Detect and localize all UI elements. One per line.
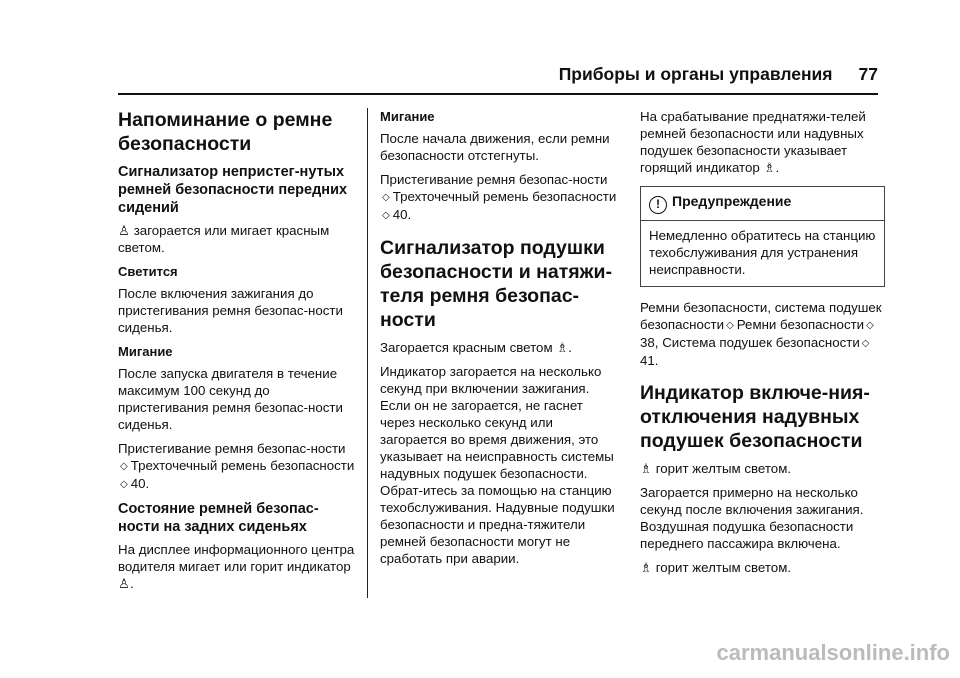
front-indicator-text: ♙ загорается или мигает красным светом.	[118, 223, 330, 255]
reference-link[interactable]: Ремни безопасности	[736, 317, 865, 332]
lit-text: После включения зажигания до пристегивания ремня безопас-ности сиденья.	[118, 286, 343, 335]
airbag-paragraph: Индикатор загорается на несколько секунд при включении зажигания. Если он не загорается, не гаснет через несколько секунд или загорается во время движения, это указывает на неисправность системы надувных подушек безопасности. Обрат-итесь за помощью на станцию техобслуживания. Надувные подушки безопасности и предна-тяжители ремней безопасности могут не сработать при аварии.	[380, 364, 615, 566]
column-1	[118, 108, 358, 599]
warning-box	[640, 186, 885, 287]
rear-text: На дисплее информационного центра водителя мигает или горит индикатор ♙.	[118, 542, 355, 591]
heading-seatbelt-reminder: Напоминание о ремне безопасности	[118, 109, 333, 155]
column-divider	[367, 108, 368, 598]
blink-text: После начала движения, если ремни безопасности отстегнуты.	[380, 131, 610, 163]
page-header	[559, 64, 878, 85]
cross-references: Ремни безопасности, система подушек безопасности ◇ Ремни безопасности ◇38, Система подушек безопасности ◇41.	[640, 300, 882, 368]
blink-text: После запуска двигателя в течение максимум 100 секунд до пристегивания ремня безопас-ности сиденья.	[118, 366, 343, 432]
heading-airbag-indicator: Сигнализатор подушки безопасности и натяжи-теля ремня безопас-ности	[380, 237, 612, 331]
heading-rear-seatbelt: Состояние ремней безопас-ности на задних сиденьях	[118, 501, 319, 535]
reference-link[interactable]: Трехточечный ремень безопасности	[130, 458, 355, 473]
reference-arrow-icon: ◇	[120, 479, 128, 490]
reference-arrow-icon: ◇	[726, 320, 734, 331]
warning-text: Немедленно обратитесь на станцию техобслуживания для устранения неисправности.	[649, 228, 876, 277]
warning-header: ! Предупреждение	[641, 187, 884, 221]
intro-text: На срабатывание преднатяжи-телей ремней безопасности или надувных подушек безопасности указывает горящий индикатор ♗.	[640, 109, 866, 175]
airbag-off-icon: ♗	[640, 560, 652, 575]
yellow-text-2: ♗ горит желтым светом.	[640, 560, 792, 575]
header-rule	[118, 93, 878, 95]
reference-arrow-icon: ◇	[866, 320, 874, 331]
heading-blink: Мигание	[118, 344, 173, 359]
section-title: Приборы и органы управления	[558, 64, 833, 84]
column-2	[380, 108, 620, 574]
heading-front-seatbelt: Сигнализатор непристег-нутых ремней безопасности передних сидений	[118, 164, 348, 216]
onoff-paragraph: Загорается примерно на несколько секунд после включения зажигания. Воздушная подушка безопасности переднего пассажира включена.	[640, 485, 864, 551]
page-number: 77	[858, 64, 878, 84]
reference-link[interactable]: Система подушек безопасности	[662, 335, 860, 350]
seatbelt-icon: ♙	[118, 223, 130, 238]
reference-link[interactable]: Трехточечный ремень безопасности	[392, 189, 617, 204]
reference-page: 40	[130, 476, 146, 491]
airbag-red-text: Загорается красным светом ♗.	[380, 340, 572, 355]
fasten-reference: Пристегивание ремня безопас-ности◇ Трехточечный ремень безопасности◇ 40.	[118, 441, 355, 491]
reference-arrow-icon: ◇	[382, 192, 390, 203]
fasten-reference: Пристегивание ремня безопас-ности◇ Трехточечный ремень безопасности◇ 40.	[380, 172, 617, 222]
reference-arrow-icon: ◇	[120, 461, 128, 472]
heading-airbag-onoff: Индикатор включе-ния-отключения надувных подушек безопасности	[640, 382, 870, 452]
airbag-icon: ♗	[763, 160, 776, 175]
watermark: carmanualsonline.info	[716, 640, 950, 665]
airbag-icon: ♗	[556, 340, 569, 355]
heading-lit: Светится	[118, 264, 178, 279]
reference-arrow-icon: ◇	[861, 338, 870, 349]
seatbelt-icon: ♙	[118, 576, 130, 591]
warning-icon: !	[649, 196, 667, 214]
reference-page: 40	[392, 207, 408, 222]
heading-blink: Мигание	[380, 109, 435, 124]
airbag-off-icon: ♗	[640, 461, 652, 476]
reference-arrow-icon: ◇	[382, 210, 390, 221]
yellow-text-1: ♗ горит желтым светом.	[640, 461, 792, 476]
column-3	[640, 108, 885, 583]
